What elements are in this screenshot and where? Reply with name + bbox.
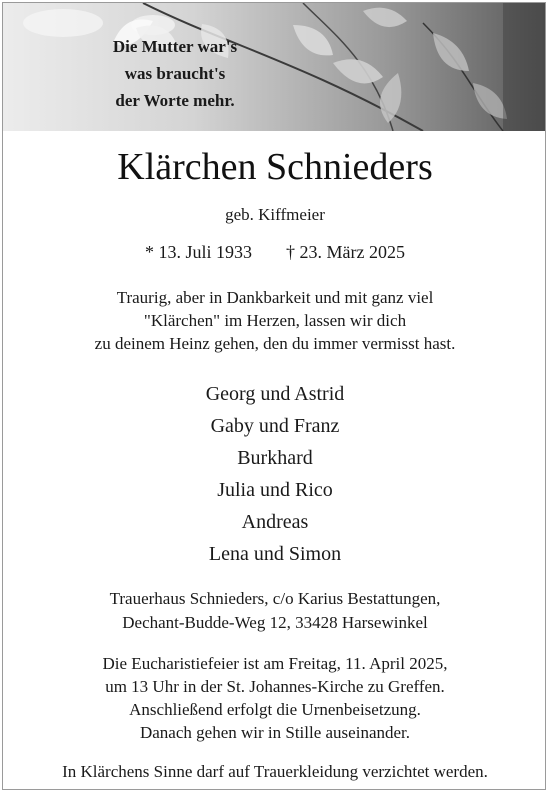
quote-line: Die Mutter war's [112,37,238,56]
birth-name: geb. Kiffmeier [225,205,325,224]
service-line: Die Eucharistiefeier ist am Freitag, 11. April 2025, [102,654,448,673]
header-quote [65,33,285,114]
service-line: um 13 Uhr in der St. Johannes-Kirche zu Greffen. [105,677,445,696]
service-line: Danach gehen wir in Stille auseinander. [139,723,411,742]
mourner-name: Julia und Rico [217,479,333,501]
mourner-name: Burkhard [237,447,313,469]
quote-line: was braucht's [124,64,226,83]
quote-line: der Worte mehr. [115,91,235,110]
service-details [0,652,550,744]
mourning-address [0,587,550,635]
text-line: zu deinem Heinz gehen, den du immer vermisst hast. [94,334,456,353]
header-photo [3,3,545,131]
death-date: † 23. März 2025 [286,242,405,262]
birth-date: * 13. Juli 1933 [145,242,253,262]
dress-code-note: In Klärchens Sinne darf auf Trauerkleidung verzichtet werden. [62,762,488,781]
deceased-name: Klärchen Schnieders [117,146,433,188]
mourner-name: Georg und Astrid [205,383,345,405]
address-line: Trauerhaus Schnieders, c/o Karius Bestattungen, [109,589,441,608]
address-line: Dechant-Budde-Weg 12, 33428 Harsewinkel [122,613,428,632]
life-dates [0,240,550,264]
text-line: "Klärchen" im Herzen, lassen wir dich [143,311,407,330]
mourner-name: Gaby und Franz [210,415,340,437]
mourner-name: Andreas [241,511,309,533]
text-line: Traurig, aber in Dankbarkeit und mit ganz viel [116,288,434,307]
mourners-list [0,378,550,570]
service-line: Anschließend erfolgt die Urnenbeisetzung. [129,700,421,719]
mourner-name: Lena und Simon [208,543,342,565]
farewell-text [0,286,550,355]
